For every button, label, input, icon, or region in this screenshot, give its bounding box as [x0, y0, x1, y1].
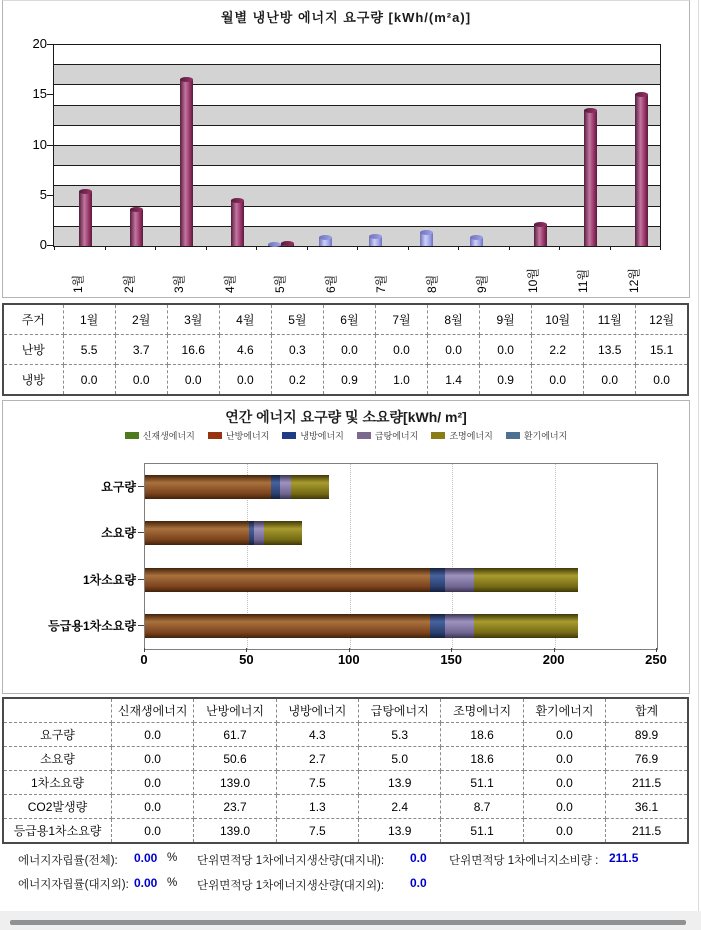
value-cell: 7.5 — [276, 819, 358, 844]
horizontal-scrollbar-thumb[interactable] — [10, 920, 686, 925]
segment-급탕에너지 — [445, 614, 474, 638]
legend-swatch — [125, 432, 139, 439]
stacked-bar-등급용1차소요량 — [145, 614, 578, 638]
row-label-cell: 소요량 — [3, 747, 111, 771]
segment-급탕에너지 — [254, 521, 264, 545]
value-cell: 0.0 — [63, 365, 115, 396]
value-cell: 51.1 — [441, 771, 523, 795]
table-header-cell: 7월 — [375, 304, 427, 335]
table-header-cell: 11월 — [584, 304, 636, 335]
bar-top-cap — [584, 108, 597, 113]
bar-cooling-month-8 — [420, 232, 433, 246]
y-axis-tick-label: 10 — [32, 136, 47, 152]
table-header-cell: 12월 — [636, 304, 688, 335]
segment-조명에너지 — [291, 475, 329, 499]
value-cell: 5.0 — [359, 747, 441, 771]
category-tick-mark — [138, 486, 144, 487]
table-row — [3, 335, 688, 365]
primary-energy-production-onsite-value: 0.0 — [410, 851, 427, 865]
table-header-cell: 4월 — [219, 304, 271, 335]
horizontal-scrollbar-track[interactable] — [0, 911, 701, 930]
value-cell: 51.1 — [441, 819, 523, 844]
value-cell: 15.1 — [636, 335, 688, 365]
value-cell: 13.5 — [584, 335, 636, 365]
window-right-edge-line — [698, 0, 699, 911]
value-cell: 139.0 — [194, 771, 276, 795]
legend-swatch — [431, 432, 445, 439]
gridline-band — [54, 106, 660, 126]
segment-난방에너지 — [145, 568, 430, 592]
gridline-band — [54, 126, 660, 146]
value-cell: 211.5 — [606, 819, 688, 844]
primary-energy-consumption-label: 단위면적당 1차에너지소비량 : — [449, 855, 599, 867]
value-cell: 8.7 — [441, 795, 523, 819]
x-axis-tick-mark — [155, 246, 156, 250]
row-label-cell: 요구량 — [3, 723, 111, 747]
legend-swatch — [357, 432, 371, 439]
gridline-band — [54, 146, 660, 166]
x-axis-tick-mark — [509, 246, 510, 250]
value-cell: 0.0 — [111, 795, 193, 819]
table-row — [3, 365, 688, 396]
table-header-cell: 5월 — [271, 304, 323, 335]
row-label-cell: CO2발생량 — [3, 795, 111, 819]
segment-난방에너지 — [145, 475, 271, 499]
segment-조명에너지 — [474, 568, 579, 592]
primary-energy-production-offsite-value: 0.0 — [410, 876, 427, 890]
x-axis-label-200: 200 — [542, 652, 565, 667]
x-axis-tick-mark — [349, 648, 350, 652]
table-header-cell — [3, 698, 111, 723]
bar-top-cap — [130, 207, 143, 212]
gridline-band — [54, 45, 660, 65]
legend-label: 조명에너지 — [449, 431, 493, 441]
bar-top-cap — [319, 235, 332, 240]
value-cell: 0.0 — [523, 723, 605, 747]
value-cell: 36.1 — [606, 795, 688, 819]
bar-heating-month-1 — [79, 191, 92, 246]
table-header-cell: 환기에너지 — [523, 698, 605, 723]
value-cell: 0.3 — [271, 335, 323, 365]
monthly-energy-chart-panel — [2, 0, 690, 298]
table-header-cell: 3월 — [167, 304, 219, 335]
value-cell: 61.7 — [194, 723, 276, 747]
x-axis-tick-mark — [206, 246, 207, 250]
row-label-cell: 등급용1차소요량 — [3, 819, 111, 844]
x-axis-tick-mark — [660, 246, 661, 250]
table-header-cell: 1월 — [63, 304, 115, 335]
bar-cooling-month-5 — [268, 244, 281, 246]
month-label-12: 12월 — [626, 268, 641, 293]
x-axis-tick-mark — [656, 648, 657, 652]
segment-냉방에너지 — [271, 475, 280, 499]
table-header-row — [3, 304, 688, 335]
value-cell: 16.6 — [167, 335, 219, 365]
legend-item-냉방에너지 — [282, 429, 343, 442]
value-cell: 0.0 — [323, 335, 375, 365]
table-header-cell: 2월 — [115, 304, 167, 335]
table-header-cell: 주거 — [3, 304, 63, 335]
value-cell: 3.7 — [115, 335, 167, 365]
value-cell: 0.0 — [532, 365, 584, 396]
x-axis-label-150: 150 — [440, 652, 463, 667]
bar-top-cap — [231, 198, 244, 203]
value-cell: 13.9 — [359, 771, 441, 795]
bar-heating-month-4 — [231, 200, 244, 246]
value-cell: 2.7 — [276, 747, 358, 771]
table-header-cell: 9월 — [480, 304, 532, 335]
x-axis-tick-mark — [105, 246, 106, 250]
value-cell: 1.4 — [428, 365, 480, 396]
row-label-cell: 냉방 — [3, 365, 63, 396]
value-cell: 0.0 — [111, 819, 193, 844]
category-label-1차소요량: 1차소요량 — [82, 572, 136, 587]
table-header-cell: 급탕에너지 — [359, 698, 441, 723]
legend-label: 환기에너지 — [523, 431, 568, 441]
annual-chart-legend — [3, 429, 689, 442]
segment-급탕에너지 — [445, 568, 474, 592]
x-axis-label-250: 250 — [645, 652, 667, 667]
month-label-10: 10월 — [525, 268, 540, 293]
x-axis-tick-mark — [451, 648, 452, 652]
y-axis-tick-mark — [47, 195, 53, 196]
category-label-소요량: 소요량 — [101, 526, 136, 541]
value-cell: 4.3 — [276, 723, 358, 747]
table-header-cell: 냉방에너지 — [276, 698, 358, 723]
value-cell: 5.5 — [63, 335, 115, 365]
y-axis-tick-mark — [47, 145, 53, 146]
value-cell: 0.0 — [375, 335, 427, 365]
x-axis-tick-mark — [246, 648, 247, 652]
primary-energy-production-onsite-label: 단위면적당 1차에너지생산량(대지내): — [197, 855, 385, 867]
row-label-cell: 1차소요량 — [3, 771, 111, 795]
x-axis-tick-mark — [458, 246, 459, 250]
value-cell: 18.6 — [441, 723, 523, 747]
x-axis-tick-mark — [408, 246, 409, 250]
value-cell: 0.0 — [523, 747, 605, 771]
bar-top-cap — [635, 92, 648, 97]
x-axis-tick-mark — [256, 246, 257, 250]
value-cell: 0.9 — [480, 365, 532, 396]
stacked-bar-소요량 — [145, 521, 302, 545]
segment-조명에너지 — [264, 521, 302, 545]
month-label-8: 8월 — [424, 274, 439, 293]
annual-chart-plot-area — [144, 463, 658, 650]
value-cell: 7.5 — [276, 771, 358, 795]
table-header-cell: 난방에너지 — [194, 698, 276, 723]
table-row — [3, 819, 688, 844]
value-cell: 0.0 — [115, 365, 167, 396]
stacked-bar-1차소요량 — [145, 568, 578, 592]
annual-summary-table — [2, 697, 689, 844]
legend-item-환기에너지 — [506, 429, 567, 442]
bar-heating-month-5 — [281, 243, 294, 246]
value-cell: 1.3 — [276, 795, 358, 819]
segment-난방에너지 — [145, 521, 249, 545]
value-cell: 0.0 — [111, 771, 193, 795]
bar-cooling-month-7 — [369, 236, 382, 246]
value-cell: 76.9 — [606, 747, 688, 771]
bar-top-cap — [281, 241, 294, 246]
x-axis-tick-mark — [554, 648, 555, 652]
value-cell: 2.2 — [532, 335, 584, 365]
value-cell: 0.0 — [523, 795, 605, 819]
x-axis-tick-mark — [610, 246, 611, 250]
energy-independence-offsite-label: 에너지자립률(대지외): — [18, 879, 129, 891]
value-cell: 23.7 — [194, 795, 276, 819]
segment-냉방에너지 — [430, 568, 445, 592]
x-axis-label-0: 0 — [140, 652, 148, 667]
segment-급탕에너지 — [280, 475, 291, 499]
bar-cooling-month-6 — [319, 237, 332, 246]
annual-chart-title: 연간 에너지 요구량 및 소요량[kWh/ m²] — [225, 409, 467, 425]
legend-item-신재생에너지 — [125, 429, 195, 442]
value-cell: 0.0 — [523, 771, 605, 795]
legend-label: 냉방에너지 — [300, 431, 344, 441]
value-cell: 50.6 — [194, 747, 276, 771]
value-cell: 0.2 — [271, 365, 323, 396]
x-axis-tick-mark — [54, 246, 55, 250]
row-label-cell: 난방 — [3, 335, 63, 365]
gridline-band — [54, 227, 660, 246]
bar-heating-month-3 — [180, 79, 193, 246]
value-cell: 0.0 — [167, 365, 219, 396]
energy-independence-offsite-unit: % — [167, 877, 178, 889]
legend-item-난방에너지 — [208, 429, 269, 442]
value-cell: 1.0 — [375, 365, 427, 396]
x-axis-label-50: 50 — [239, 652, 254, 667]
value-cell: 0.0 — [111, 747, 193, 771]
category-label-요구량: 요구량 — [101, 480, 136, 495]
value-cell: 0.0 — [111, 723, 193, 747]
bar-top-cap — [180, 77, 193, 82]
bar-top-cap — [268, 242, 281, 247]
gridline-band — [54, 65, 660, 85]
value-cell: 0.0 — [428, 335, 480, 365]
month-label-1: 1월 — [71, 274, 86, 293]
y-axis-tick-mark — [47, 94, 53, 95]
legend-label: 급탕에너지 — [374, 431, 419, 441]
value-cell: 0.0 — [219, 365, 271, 396]
primary-energy-consumption-value: 211.5 — [609, 851, 639, 865]
category-tick-mark — [138, 579, 144, 580]
y-axis-tick-label: 20 — [32, 36, 47, 51]
month-label-5: 5월 — [273, 274, 288, 293]
value-cell: 0.0 — [523, 819, 605, 844]
table-header-cell: 조명에너지 — [441, 698, 523, 723]
value-cell: 13.9 — [359, 819, 441, 844]
value-cell: 18.6 — [441, 747, 523, 771]
gridline-band — [54, 85, 660, 105]
legend-label: 난방에너지 — [225, 431, 270, 441]
bar-cooling-month-9 — [470, 237, 483, 246]
legend-label: 신재생에너지 — [142, 431, 195, 441]
value-cell: 211.5 — [606, 771, 688, 795]
value-cell: 0.0 — [636, 365, 688, 396]
legend-item-급탕에너지 — [357, 429, 418, 442]
category-label-등급용1차소요량: 등급용1차소요량 — [48, 618, 136, 633]
value-cell: 5.3 — [359, 723, 441, 747]
energy-independence-total-value: 0.00 — [134, 851, 158, 865]
legend-swatch — [208, 432, 222, 439]
gridline-band — [54, 166, 660, 186]
bar-top-cap — [470, 235, 483, 240]
month-label-9: 9월 — [475, 274, 490, 293]
monthly-chart-gridline-bands — [54, 45, 660, 246]
bar-top-cap — [79, 189, 92, 194]
x-axis-tick-mark — [357, 246, 358, 250]
month-label-7: 7월 — [374, 274, 389, 293]
y-axis-tick-label: 5 — [39, 186, 47, 202]
monthly-chart-title: 월별 냉난방 에너지 요구량 [kWh/(m²a)] — [220, 10, 472, 25]
category-tick-mark — [138, 532, 144, 533]
value-cell: 4.6 — [219, 335, 271, 365]
x-axis-tick-mark — [559, 246, 560, 250]
table-row — [3, 747, 688, 771]
month-label-3: 3월 — [172, 274, 187, 293]
segment-조명에너지 — [474, 614, 579, 638]
value-cell: 2.4 — [359, 795, 441, 819]
segment-난방에너지 — [145, 614, 430, 638]
x-axis-tick-mark — [144, 648, 145, 652]
bar-heating-month-12 — [635, 94, 648, 246]
table-header-row — [3, 698, 688, 723]
legend-swatch — [282, 432, 296, 439]
bar-top-cap — [420, 230, 433, 235]
value-cell: 0.0 — [480, 335, 532, 365]
primary-energy-production-offsite-label: 단위면적당 1차에너지생산량(대지외): — [197, 880, 385, 892]
bar-heating-month-2 — [130, 209, 143, 246]
bar-top-cap — [369, 234, 382, 239]
gridline-band — [54, 186, 660, 206]
x-axis-tick-mark — [307, 246, 308, 250]
gridline-band — [54, 207, 660, 227]
y-axis-tick-mark — [47, 44, 53, 45]
energy-independence-total-label: 에너지자립률(전체): — [18, 855, 118, 867]
legend-swatch — [506, 432, 520, 439]
segment-냉방에너지 — [430, 614, 445, 638]
value-cell: 89.9 — [606, 723, 688, 747]
y-axis-tick-label: 0 — [39, 237, 47, 252]
table-header-cell: 합계 — [606, 698, 688, 723]
table-row — [3, 723, 688, 747]
x-axis-label-100: 100 — [337, 652, 360, 667]
table-row — [3, 795, 688, 819]
bar-top-cap — [534, 222, 547, 227]
month-label-6: 6월 — [323, 274, 338, 293]
table-header-cell: 8월 — [428, 304, 480, 335]
monthly-chart-plot-area — [53, 44, 661, 247]
table-header-cell: 신재생에너지 — [111, 698, 193, 723]
value-cell: 0.9 — [323, 365, 375, 396]
category-tick-mark — [138, 625, 144, 626]
value-cell: 139.0 — [194, 819, 276, 844]
bar-heating-month-11 — [584, 110, 597, 246]
y-axis-tick-mark — [47, 245, 53, 246]
energy-independence-offsite-value: 0.00 — [134, 876, 158, 890]
bar-heating-month-10 — [534, 224, 547, 246]
y-axis-tick-label: 15 — [32, 86, 47, 102]
month-label-11: 11월 — [576, 268, 591, 293]
table-header-cell: 10월 — [532, 304, 584, 335]
stacked-bar-요구량 — [145, 475, 329, 499]
monthly-values-table — [2, 303, 689, 396]
month-label-4: 4월 — [222, 274, 237, 293]
month-label-2: 2월 — [121, 274, 136, 293]
legend-item-조명에너지 — [431, 429, 492, 442]
table-header-cell: 6월 — [323, 304, 375, 335]
table-row — [3, 771, 688, 795]
energy-independence-total-unit: % — [167, 852, 178, 864]
annual-energy-chart-panel — [2, 400, 690, 694]
value-cell: 0.0 — [584, 365, 636, 396]
